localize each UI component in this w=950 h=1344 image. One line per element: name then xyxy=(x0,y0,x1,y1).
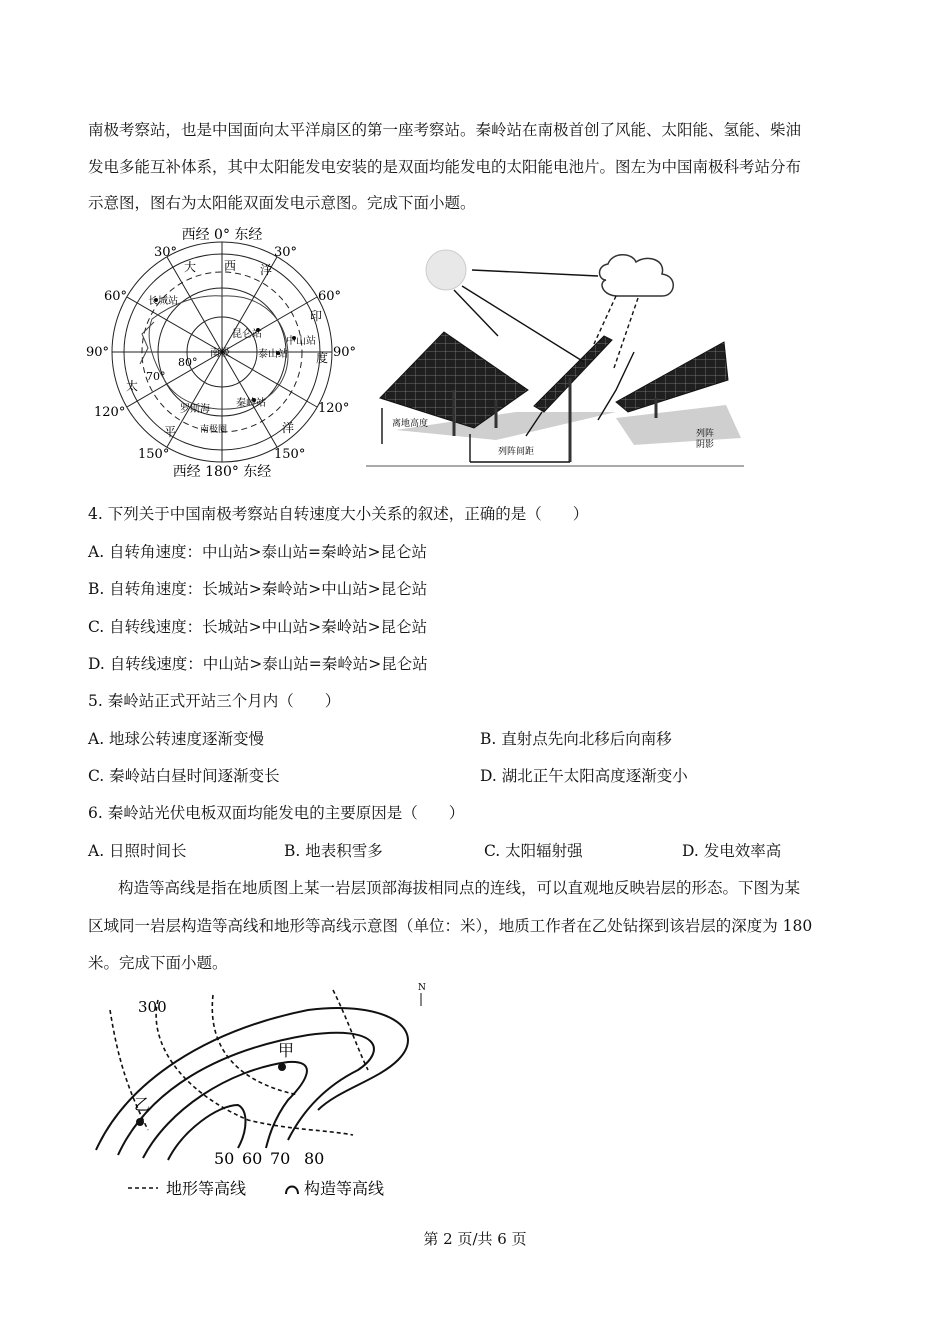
terrain-contour xyxy=(333,990,368,1070)
label-jia: 甲 xyxy=(278,1041,295,1060)
legend-structure: 构造等高线 xyxy=(304,1179,385,1198)
intro-line-2: 发电多能互补体系，其中太阳能发电安装的是双面均能发电的太阳能电池片。图左为中国南极科考站分布 xyxy=(88,158,802,176)
ocean-char: 印 xyxy=(310,309,323,323)
intro2-line-2: 区域同一岩层构造等高线和地形等高线示意图（单位：米），地质工作者在乙处钻探到该岩层的深度为 180 xyxy=(88,917,813,935)
q6-option-a[interactable]: A. 日照时间长 xyxy=(88,842,187,860)
q5-option-c[interactable]: C. 秦岭站白昼时间逐渐变长 xyxy=(88,767,280,785)
q5-option-a[interactable]: A. 地球公转速度逐渐变慢 xyxy=(88,730,265,748)
station-zhongshan: 中山站 xyxy=(286,336,316,347)
label-50: 50 xyxy=(214,1149,235,1168)
map-bottom-label: 西经 180° 东经 xyxy=(172,464,272,480)
station-qinling: 秦岭站 xyxy=(236,398,266,409)
ocean-char: 度 xyxy=(316,351,329,365)
ground-shadow xyxy=(396,412,616,440)
point-yi xyxy=(136,1118,144,1126)
q6-stem: 6. 秦岭站光伏电板双面均能发电的主要原因是（ ） xyxy=(88,804,465,822)
station-taishan: 泰山站 xyxy=(258,349,288,360)
label-80: 80 xyxy=(304,1149,325,1168)
lat-80-label: 80° xyxy=(178,356,198,369)
lon-90-r: 90° xyxy=(333,345,357,360)
q4-option-d[interactable]: D. 自转线速度：中山站>泰山站=秦岭站>昆仑站 xyxy=(88,655,428,673)
antarctic-station-map xyxy=(82,224,362,482)
height-label: 离地高度 xyxy=(392,419,429,429)
solar-panel-middle xyxy=(534,336,612,412)
contour-map xyxy=(88,980,438,1205)
intro-line-3: 示意图，图右为太阳能双面发电示意图。完成下面小题。 xyxy=(88,194,476,212)
solar-bifacial-diagram xyxy=(366,240,744,472)
label-70: 70 xyxy=(270,1149,291,1168)
ocean-char: 洋 xyxy=(282,421,295,435)
spacing-label: 列阵间距 xyxy=(498,447,535,457)
q4-stem: 4. 下列关于中国南极考察站自转速度大小关系的叙述，正确的是（ ） xyxy=(88,505,589,523)
ocean-char: 西 xyxy=(224,259,237,273)
lon-150-r: 150° xyxy=(274,447,306,462)
ross-sea-label: 罗斯海 xyxy=(180,404,210,415)
sun-to-left-panel-arrow xyxy=(454,290,498,336)
lon-150-l: 150° xyxy=(138,447,170,462)
intro2-line-3: 米。完成下面小题。 xyxy=(88,954,228,972)
cloud-diffuse-arrow xyxy=(614,298,638,368)
north-label: N xyxy=(418,983,426,993)
lon-120-l: 120° xyxy=(94,405,126,420)
q4-option-b[interactable]: B. 自转角速度：长城站>秦岭站>中山站>昆仑站 xyxy=(88,580,428,598)
lon-60-r: 60° xyxy=(318,289,342,304)
intro2-line-1: 构造等高线是指在地质图上某一岩层顶部海拔相同点的连线，可以直观地反映岩层的形态。下图为某 xyxy=(118,879,801,897)
lon-30-tl: 30° xyxy=(154,245,178,260)
lon-30-tr: 30° xyxy=(274,245,298,260)
intro-line-1: 南极考察站，也是中国面向太平洋扇区的第一座考察站。秦岭站在南极首创了风能、太阳能、氢能、柴油 xyxy=(88,121,802,139)
label-300: 300 xyxy=(138,998,167,1016)
sun-to-panel-arrow xyxy=(462,286,584,362)
ocean-char: 平 xyxy=(164,425,177,439)
lat-70-label: 70° xyxy=(146,370,166,383)
antarctic-circle-label: 南极圈 xyxy=(200,425,228,435)
legend-terrain: 地形等高线 xyxy=(166,1179,247,1198)
page-footer: 第 2 页/共 6 页 xyxy=(423,1230,527,1248)
shadow-label: 列阵阴影 xyxy=(696,429,715,450)
ocean-char: 太 xyxy=(126,379,139,393)
lon-90-l: 90° xyxy=(86,345,110,360)
q6-option-b[interactable]: B. 地表积雪多 xyxy=(284,842,383,860)
q4-option-c[interactable]: C. 自转线速度：长城站>中山站>秦岭站>昆仑站 xyxy=(88,618,428,636)
station-changcheng: 长城站 xyxy=(148,296,178,307)
station-kunlun: 昆仑站 xyxy=(232,329,262,340)
ocean-char: 大 xyxy=(184,260,197,274)
q5-option-d[interactable]: D. 湖北正午太阳高度逐渐变小 xyxy=(480,767,688,785)
ground-shadow xyxy=(616,405,741,445)
q4-option-a[interactable]: A. 自转角速度：中山站>泰山站=秦岭站>昆仑站 xyxy=(88,543,428,561)
label-yi: 乙 xyxy=(134,1095,151,1114)
sun-icon xyxy=(426,250,466,290)
lon-120-r: 120° xyxy=(318,401,350,416)
terrain-contour xyxy=(156,1000,353,1135)
structure-contour-80 xyxy=(96,1008,408,1150)
label-60: 60 xyxy=(242,1149,263,1168)
legend-structure-swatch xyxy=(286,1187,298,1195)
q6-option-d[interactable]: D. 发电效率高 xyxy=(682,842,782,860)
structure-contour-60 xyxy=(143,1062,307,1158)
q6-option-c[interactable]: C. 太阳辐射强 xyxy=(484,842,583,860)
map-top-label: 西经 0° 东经 xyxy=(181,227,263,243)
q5-option-b[interactable]: B. 直射点先向北移后向南移 xyxy=(480,730,672,748)
q5-stem: 5. 秦岭站正式开站三个月内（ ） xyxy=(88,692,341,710)
south-pole-label: 南极 xyxy=(210,348,230,359)
cloud-icon xyxy=(600,255,674,296)
lon-60-l: 60° xyxy=(104,289,128,304)
ocean-char: 洋 xyxy=(260,263,273,277)
solar-panel-right xyxy=(616,342,728,412)
sun-to-cloud-arrow xyxy=(472,270,598,276)
point-jia xyxy=(278,1063,286,1071)
